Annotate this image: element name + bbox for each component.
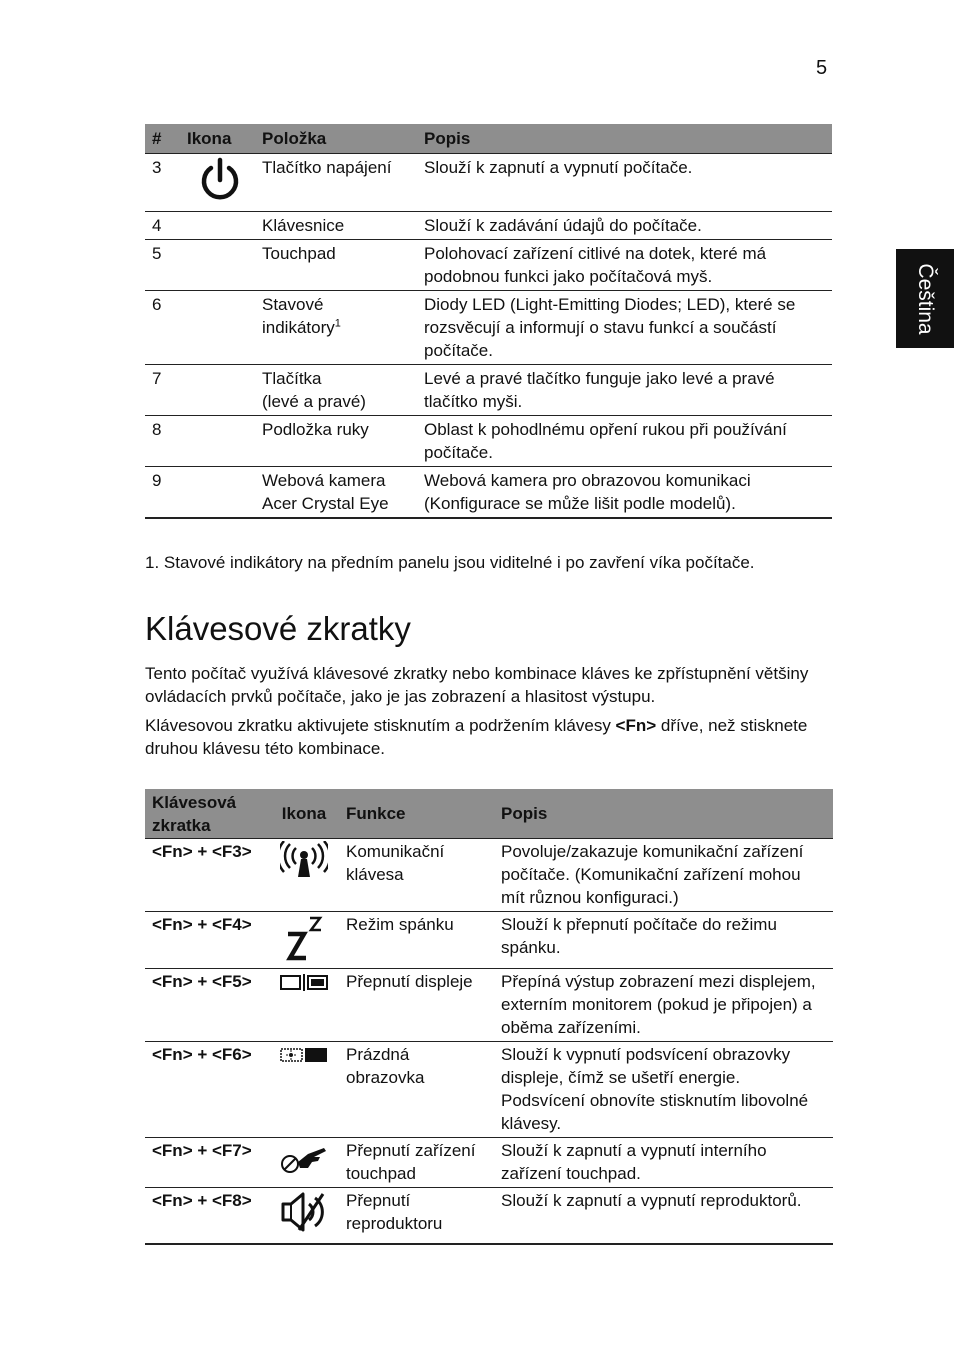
row-item-line1: Stavové [262, 295, 324, 314]
table-row [145, 365, 832, 416]
row-item: Touchpad [255, 240, 417, 291]
table-row [145, 212, 832, 240]
display-switch-icon [279, 971, 329, 993]
row-desc: Přepíná výstup zobrazení mezi displejem, externím monitorem (pokud je připojen) a oběma zařízeními. [494, 969, 833, 1042]
column-header-key [145, 789, 269, 839]
row-icon [185, 416, 255, 467]
paragraph-text-after: dříve, než stisknete druhou klávesu této kombinace. [145, 716, 808, 758]
row-function: Přepnutí displeje [339, 969, 494, 1042]
speaker-toggle-icon [279, 1190, 329, 1234]
row-icon [269, 1188, 339, 1244]
hotkey: <Fn> + <F8> [145, 1188, 269, 1244]
column-header-desc: Popis [417, 124, 832, 154]
row-desc: Slouží k vypnutí podsvícení obrazovky displeje, čímž se ušetří energie. Podsvícení obnovíte stisknutím libovolné klávesy. [494, 1042, 833, 1138]
power-icon [197, 156, 243, 204]
row-number: 5 [145, 240, 185, 291]
row-item-line2: indikátory [262, 318, 335, 337]
table-header-row [145, 124, 832, 154]
row-icon [185, 154, 255, 212]
row-icon [269, 912, 339, 969]
row-desc: Oblast k pohodlnému opření rukou při používání počítače. [417, 416, 832, 467]
hotkey: <Fn> + <F4> [145, 912, 269, 969]
row-icon [269, 839, 339, 912]
row-icon [269, 1138, 339, 1188]
row-item [255, 291, 417, 365]
row-icon [185, 365, 255, 416]
row-function: Komunikační klávesa [339, 839, 494, 912]
table-row [145, 467, 832, 519]
page-number: 5 [816, 57, 828, 79]
screen-blank-icon [279, 1044, 329, 1066]
hotkeys-table [145, 789, 833, 1245]
table-row [145, 416, 832, 467]
language-tab [896, 249, 954, 348]
hotkey: <Fn> + <F5> [145, 969, 269, 1042]
fn-instruction-paragraph [145, 714, 835, 760]
table-row [145, 912, 833, 969]
table-row [145, 240, 832, 291]
table-row [145, 969, 833, 1042]
row-item [255, 467, 417, 519]
footnote: 1. Stavové indikátory na předním panelu jsou viditelné i po zavření víka počítače. [145, 553, 755, 572]
row-number: 9 [145, 467, 185, 519]
row-icon [185, 240, 255, 291]
row-desc: Levé a pravé tlačítko funguje jako levé a pravé tlačítko myši. [417, 365, 832, 416]
row-item-line1: Tlačítka [262, 369, 322, 388]
row-number: 3 [145, 154, 185, 212]
table-row [145, 154, 832, 212]
row-desc: Slouží k zapnutí a vypnutí reproduktorů. [494, 1188, 833, 1244]
column-header-key-line2: zkratka [152, 815, 211, 835]
row-desc: Povoluje/zakazuje komunikační zařízení počítače. (Komunikační zařízení mohou mít různou konfiguraci.) [494, 839, 833, 912]
touchpad-toggle-icon [278, 1140, 330, 1176]
hotkey: <Fn> + <F3> [145, 839, 269, 912]
row-number: 6 [145, 291, 185, 365]
row-number: 4 [145, 212, 185, 240]
row-desc: Slouží k zapnutí a vypnutí počítače. [417, 154, 832, 212]
row-icon [269, 1042, 339, 1138]
row-item-line2: (levé a pravé) [262, 392, 366, 411]
column-header-key-line1: Klávesová [152, 792, 237, 812]
language-tab-label: Čeština [914, 262, 937, 335]
row-number: 7 [145, 365, 185, 416]
row-icon [185, 291, 255, 365]
hotkey: <Fn> + <F7> [145, 1138, 269, 1188]
table-header-row [145, 789, 833, 839]
row-function: Přepnutí reproduktoru [339, 1188, 494, 1244]
row-number: 8 [145, 416, 185, 467]
section-title: Klávesové zkratky [145, 610, 411, 647]
row-function: Prázdná obrazovka [339, 1042, 494, 1138]
row-item [255, 365, 417, 416]
row-item: Klávesnice [255, 212, 417, 240]
column-header-item: Položka [255, 124, 417, 154]
row-item: Tlačítko napájení [255, 154, 417, 212]
wireless-icon [280, 841, 328, 881]
intro-paragraph: Tento počítač využívá klávesové zkratky nebo kombinace kláves ke zpřístupnění většiny ovládacích prvků počítače, jako je jas zobrazení a hlasitost výstupu. [145, 664, 809, 706]
row-function: Přepnutí zařízení touchpad [339, 1138, 494, 1188]
table-row [145, 1042, 833, 1138]
row-desc: Webová kamera pro obrazovou komunikaci (Konfigurace se může lišit podle modelů). [417, 467, 832, 519]
row-item-line1: Webová kamera [262, 471, 386, 490]
column-header-func: Funkce [339, 789, 494, 839]
row-item: Podložka ruky [255, 416, 417, 467]
hotkey: <Fn> + <F6> [145, 1042, 269, 1138]
sleep-icon [280, 914, 328, 962]
row-icon [185, 212, 255, 240]
fn-key-label: <Fn> [615, 716, 657, 735]
paragraph-text-before: Klávesovou zkratku aktivujete stisknutím a podržením klávesy [145, 716, 616, 735]
components-table [145, 124, 832, 519]
row-desc: Diody LED (Light-Emitting Diodes; LED), které se rozsvěcují a informují o stavu funkcí a součástí počítače. [417, 291, 832, 365]
row-function: Režim spánku [339, 912, 494, 969]
row-icon [185, 467, 255, 519]
row-desc: Slouží k zadávání údajů do počítače. [417, 212, 832, 240]
column-header-num: # [145, 124, 185, 154]
column-header-icon: Ikona [269, 789, 339, 839]
footnote-marker: 1 [334, 317, 341, 330]
row-desc: Polohovací zařízení citlivé na dotek, které má podobnou funkci jako počítačová myš. [417, 240, 832, 291]
row-desc: Slouží k přepnutí počítače do režimu spánku. [494, 912, 833, 969]
table-row [145, 291, 832, 365]
row-desc: Slouží k zapnutí a vypnutí interního zařízení touchpad. [494, 1138, 833, 1188]
table-row [145, 1138, 833, 1188]
row-icon [269, 969, 339, 1042]
table-row [145, 839, 833, 912]
table-row [145, 1188, 833, 1244]
row-item-line2: Acer Crystal Eye [262, 494, 389, 513]
column-header-icon: Ikona [185, 124, 255, 154]
column-header-desc: Popis [494, 789, 833, 839]
